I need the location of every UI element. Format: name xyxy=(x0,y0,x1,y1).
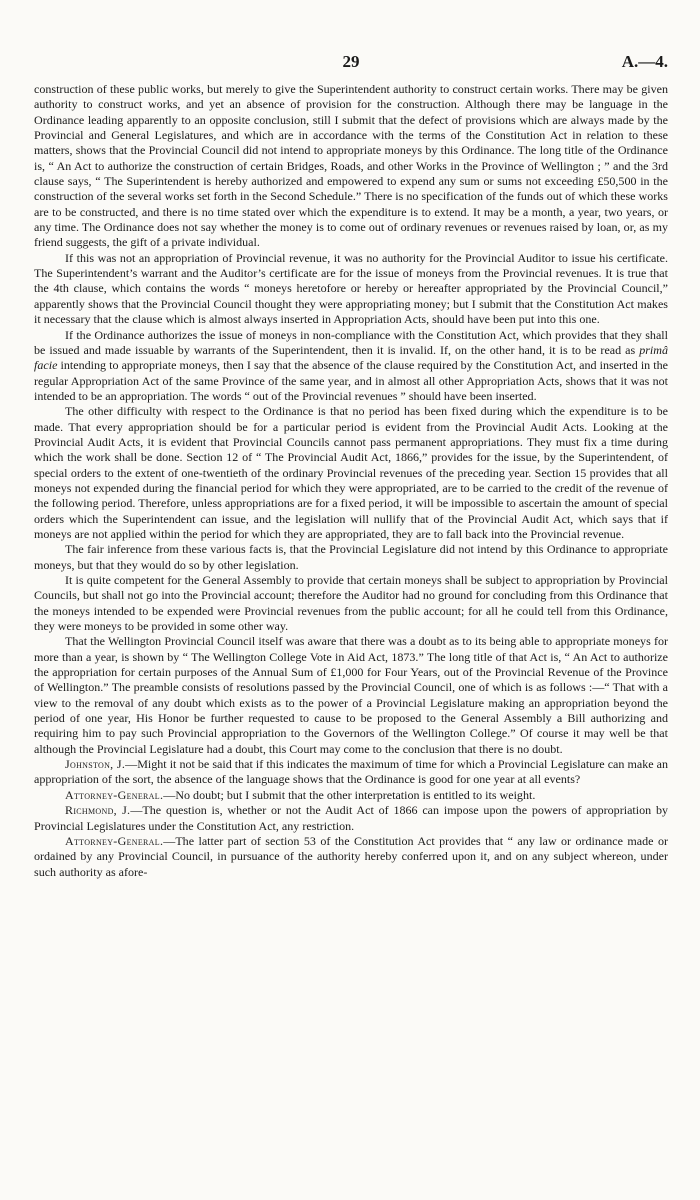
speaker-name: Attorney-General. xyxy=(65,833,164,848)
dialogue-paragraph xyxy=(34,757,668,788)
speaker-name: Richmond, J. xyxy=(65,803,131,818)
speech-text: —Might it not be said that if this indicates the maximum of time for which a Provincial Legislature can make an appropriation of the sort, the absence of the language shows that the Ordinance is good for one year at all events? xyxy=(34,757,668,787)
page-header xyxy=(34,52,668,82)
paragraph-text: If the Ordinance authorizes the issue of moneys in non-compliance with the Constitution Act, which provides that they shall be issued and made issuable by warrants of the Superintendent, then it is invalid. If, on the other hand, it is to be read as xyxy=(34,327,668,357)
body-text xyxy=(34,82,668,880)
paragraph: The other difficulty with respect to the Ordinance is that no period has been fixed during which the expenditure is to be made. That every appropriation should be for a particular period is evident from the Provincial Audit Acts. Looking at the Provincial Audit Acts, it is evident that Provincial Councils cannot pass permanent appropriations. They must fix a time during which the work shall be done. Section 12 of “ The Provincial Audit Act, 1866,” provides for the issue, by the Superintendent, of special orders to the extent of one-twentieth of the ordinary Provincial revenues of the preceding year. Section 15 provides that all moneys not expended during the financial period for which they were appropriated, are to be carried to the credit of the revenue of the following period. Therefore, unless appropriations are for a fixed period, it will be impossible to ascertain the amount of special orders which the Superintendent can issue, and the legislation will nullify that of the Provincial Audit Act, which says that if moneys are not applied within the period for which they are appropriated, they are to fall back into the Provincial revenue. xyxy=(34,404,668,541)
paragraph: The fair inference from these various facts is, that the Provincial Legislature did not intend by this Ordinance to appropriate moneys, but that they would do so by other legislation. xyxy=(34,542,668,572)
speaker-name: Attorney-General. xyxy=(65,787,164,802)
dialogue-paragraph xyxy=(34,788,668,803)
page-number: 29 xyxy=(342,52,360,71)
speech-text: —The latter part of section 53 of the Constitution Act provides that “ any law or ordinance made or ordained by any Provincial Council, in pursuance of the authority hereby conferred upon it, and on any subject whereon, under such authority as afore- xyxy=(34,833,668,879)
paragraph xyxy=(34,328,668,405)
speech-text: —No doubt; but I submit that the other interpretation is entitled to its weight. xyxy=(163,787,536,802)
speaker-name: Johnston, J. xyxy=(65,757,126,772)
italic-phrase: primâ facie xyxy=(34,342,668,373)
paragraph: That the Wellington Provincial Council itself was aware that there was a doubt as to its being able to appropriate moneys for more than a year, is shown by “ The Wellington College Vote in Aid Act, 1873.” The long title of that Act is, “ An Act to authorize the appropriation for certain purposes of the Annual Sum of £1,000 for Four Years, out of the Provincial Revenue of the Province of Wellington.” The preamble consists of resolutions passed by the Provincial Council, one of which is as follows :—“ That with a view to the removal of any doubt which exists as to the power of a Provincial Legislature making an appropriation beyond the period of one year, His Honor be further requested to cause to be proposed to the General Assembly a Bill authorizing and requiring him to pay such Provincial appropriation to the Governors of the Wellington College.” Of course it may well be that although the Provincial Legislature had a doubt, this Court may come to the conclusion that there is no doubt. xyxy=(34,634,668,756)
paragraph: construction of these public works, but merely to give the Superintendent authority to construct certain works. There may be given authority to construct works, and yet an absence of provision for the construction. Although there may be language in the Ordinance leading apparently to an opposite conclusion, still I submit that the defect of provisions which are always made by the Provincial and General Legislatures, and which are in accordance with the terms of the Constitution Act in relation to these matters, shows that the Provincial Council did not intend to appropriate moneys by this Ordinance. The long title of the Ordinance is, “ An Act to authorize the construction of certain Bridges, Roads, and other Works in the Province of Wellington ; ” and the 3rd clause says, “ The Superintendent is hereby authorized and empowered to expend any sum or sums not exceeding £50,500 in the construction of the several works set forth in the Second Schedule.” There is no specification of the funds out of which these works are to be constructed, and there is no time stated over which the expenditure is to extend. It may be a month, a year, two years, or any time. The Ordinance does not say whether the money is to come out of ordinary revenues or revenues raised by loan, or, as my friend suggests, the gift of a private individual. xyxy=(34,82,668,250)
paper-reference: A.—4. xyxy=(621,52,668,71)
speech-text: —The question is, whether or not the Audit Act of 1866 can impose upon the powers of appropriation by Provincial Legislatures under the Constitution Act, any restriction. xyxy=(34,803,668,833)
dialogue-paragraph xyxy=(34,834,668,880)
paragraph: If this was not an appropriation of Provincial revenue, it was no authority for the Provincial Auditor to issue his certificate. The Superintendent’s warrant and the Auditor’s certificate are for the issue of moneys from the Provincial revenues. It is true that the 4th clause, which contains the words “ moneys heretofore or hereby or hereafter appropriated by the Provincial Council,” apparently shows that the Provincial Council thought they were appropriating money; but I submit that the Constitution Act makes it necessary that the clause which is almost always inserted in Appropriation Acts, should have been put into this one. xyxy=(34,250,668,327)
paragraph: It is quite competent for the General Assembly to provide that certain moneys shall be subject to appropriation by Provincial Councils, but shall not go into the Provincial account; therefore the Auditor had no ground for concluding from this Ordinance that the moneys intended to be expended were Provincial revenues from the public account; for all he could tell from this Ordinance, they were moneys to be provided in some other way. xyxy=(34,573,668,634)
paragraph-text: intending to appropriate moneys, then I say that the absence of the clause required by the Constitution Act, and inserted in the regular Appropriation Act of the same Province of the same year, and in almost all other Appropriation Acts, shows that it was not intended to be an appropriation. The words “ out of the Provincial revenues ” should have been inserted. xyxy=(34,358,668,403)
dialogue-paragraph xyxy=(34,803,668,834)
